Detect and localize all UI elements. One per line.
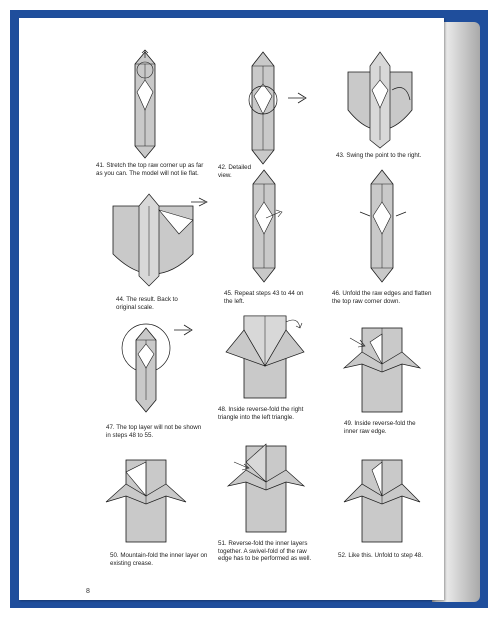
diagram-step-49 [342,324,422,416]
diagram-step-44 [105,190,215,290]
diagram-step-51 [226,440,306,536]
diagram-step-41 [118,50,173,160]
page-number: 8 [86,588,90,595]
caption-step-50: 50. Mountain-fold the inner layer on existing crease. [110,552,208,567]
caption-step-45: 45. Repeat steps 43 to 44 on the left. [224,290,304,305]
caption-step-52: 52. Like this. Unfold to step 48. [338,552,423,559]
diagram-step-46 [356,168,416,288]
diagram-step-52 [342,456,422,546]
diagram-step-43 [340,50,420,150]
caption-step-43: 43. Swing the point to the right. [336,152,422,159]
diagram-step-47 [118,318,203,418]
diagram-step-48 [222,312,312,402]
caption-step-44: 44. The result. Back to original scale. [116,296,178,311]
caption-step-48: 48. Inside reverse-fold the right triangle into the left triangle. [218,406,304,421]
diagram-step-42 [238,50,313,170]
caption-step-51: 51. Reverse-fold the inner layers together. A swivel-fold of the raw edge has to be performed as well. [218,540,312,563]
caption-step-49: 49. Inside reverse-fold the inner raw edge. [344,420,416,435]
diagram-step-50 [102,456,192,546]
caption-step-42: 42. Detailed view. [218,164,252,179]
diagram-step-45 [236,168,296,288]
caption-step-46: 46. Unfold the raw edges and flatten the top raw corner down. [332,290,432,305]
caption-step-47: 47. The top layer will not be shown in steps 48 to 55. [106,424,202,439]
caption-step-41: 41. Stretch the top raw corner up as far as you can. The model will not lie flat. [96,162,204,177]
